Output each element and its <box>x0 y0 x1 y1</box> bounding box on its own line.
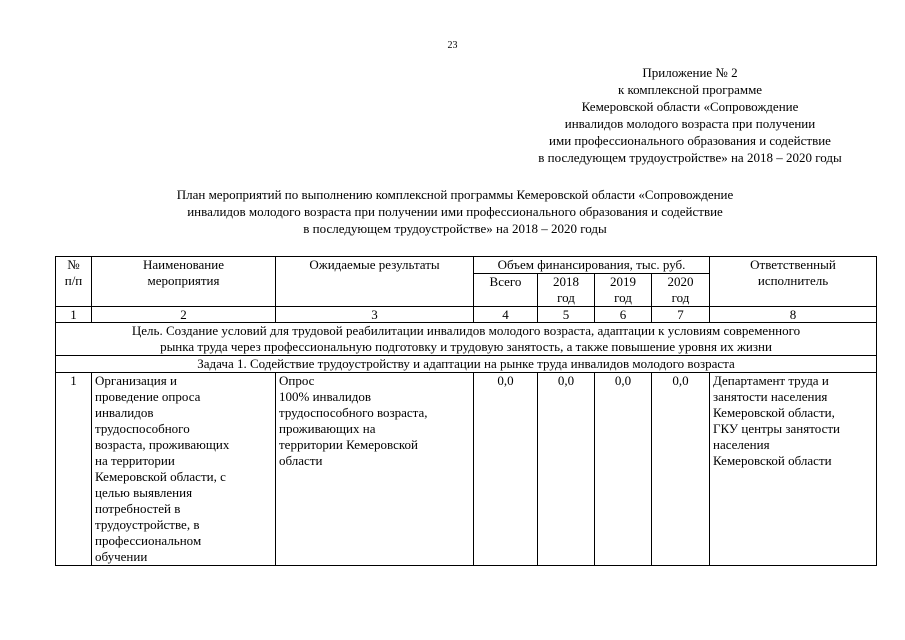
page-number: 23 <box>447 40 458 51</box>
row-executor: Департамент труда и занятости населения Кемеровской области, ГКУ центры занятости населения Кемеровской области <box>710 373 877 566</box>
appendix-heading <box>500 64 880 166</box>
row-2019: 0,0 <box>595 373 652 566</box>
header-funding: Объем финансирования, тыс. руб. <box>474 257 710 274</box>
appendix-line: ими профессионального образования и содействие <box>549 133 831 148</box>
header-name: Наименование мероприятия <box>92 257 276 307</box>
column-number: 2 <box>92 307 276 323</box>
header-year-2020: 2020 год <box>652 274 710 307</box>
column-number: 7 <box>652 307 710 323</box>
row-2020: 0,0 <box>652 373 710 566</box>
header-num: № п/п <box>56 257 92 307</box>
row-name: Организация и проведение опроса инвалидов трудоспособного возраста, проживающих на территории Кемеровской области, с целью выявления потребностей в трудоустройстве, в профессиональном обучении <box>92 373 276 566</box>
task-text: Задача 1. Содействие трудоустройству и адаптации на рынке труда инвалидов молодого возраста <box>56 356 877 373</box>
header-year-2019: 2019 год <box>595 274 652 307</box>
table-row <box>56 373 877 566</box>
header-row <box>56 257 877 274</box>
row-2018: 0,0 <box>538 373 595 566</box>
column-numbers-row <box>56 307 877 323</box>
appendix-line: инвалидов молодого возраста при получении <box>564 116 816 131</box>
header-results: Ожидаемые результаты <box>276 257 474 307</box>
plan-table <box>55 256 877 566</box>
header-executor: Ответственный исполнитель <box>710 257 877 307</box>
header-year-2018: 2018 год <box>538 274 595 307</box>
column-number: 4 <box>474 307 538 323</box>
appendix-line: Приложение № 2 <box>642 65 738 80</box>
column-number: 8 <box>710 307 877 323</box>
column-number: 3 <box>276 307 474 323</box>
column-number: 5 <box>538 307 595 323</box>
plan-title-line: в последующем трудоустройстве» на 2018 – 2020 годы <box>303 221 607 236</box>
row-results: Опрос 100% инвалидов трудоспособного возраста, проживающих на территории Кемеровской области <box>276 373 474 566</box>
column-number: 6 <box>595 307 652 323</box>
appendix-line: Кемеровской области «Сопровождение <box>581 99 799 114</box>
row-total: 0,0 <box>474 373 538 566</box>
header-total: Всего <box>474 274 538 307</box>
goal-text: Цель. Создание условий для трудовой реабилитации инвалидов молодого возраста, адаптации к условиям современного рынка труда через профессиональную подготовку и трудовую занятость, а также повышение уровня их жизни <box>56 323 877 356</box>
row-num: 1 <box>56 373 92 566</box>
appendix-line: к комплексной программе <box>617 82 763 97</box>
plan-title <box>60 186 850 237</box>
plan-title-line: План мероприятий по выполнению комплексной программы Кемеровской области «Сопровождение <box>176 187 734 202</box>
column-number: 1 <box>56 307 92 323</box>
goal-row <box>56 323 877 356</box>
plan-title-line: инвалидов молодого возраста при получении ими профессионального образования и содействие <box>187 204 723 219</box>
appendix-line: в последующем трудоустройстве» на 2018 – 2020 годы <box>538 150 842 165</box>
task-row <box>56 356 877 373</box>
